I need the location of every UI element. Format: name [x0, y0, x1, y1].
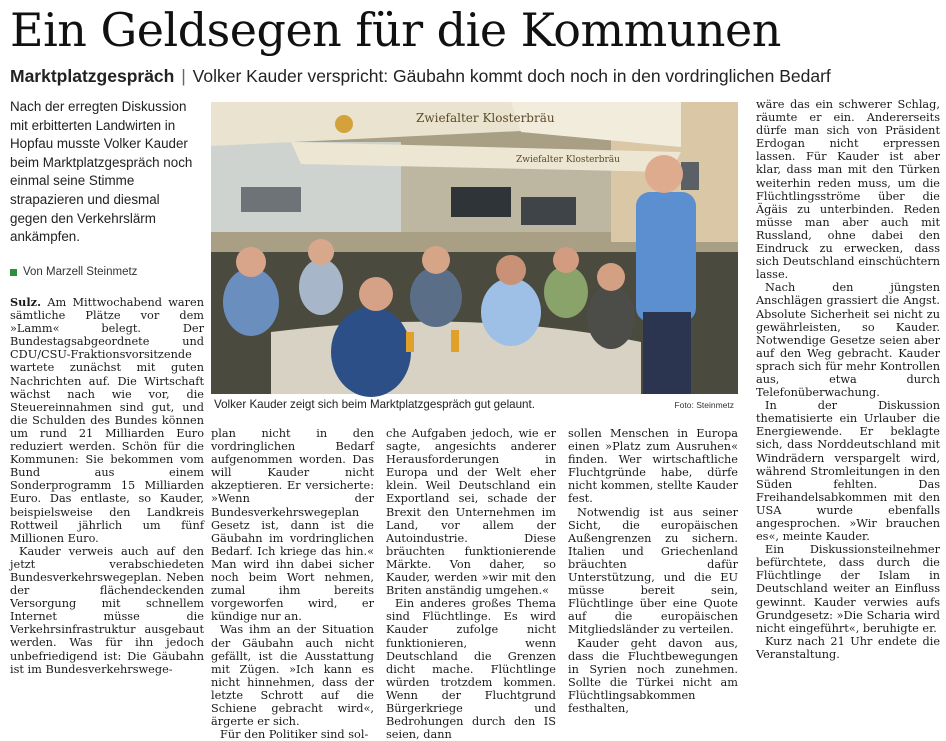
- col5-paragraph-1: wäre das ein schwerer Schlag, räumte er ein. Andererseits dürfe man sich von Präsident Erdogan nicht erpressen lassen. Für Kauder ist aber klar, dass man mit den Türken weiterhin reden muss, um die Flüchtlingsströme über die Ägäis zu unterbinden. Reden müsse man aber auch mit Russland, ohne dabei den Eindruck zu erwecken, dass sich Deutschland einschüchtern lasse.: [756, 98, 940, 282]
- subhead-kicker: Marktplatzgespräch: [10, 66, 175, 86]
- col5-paragraph-4: Ein Diskussionsteilnehmer befürchtete, dass durch die Flüchtlinge der Islam in Deutschland weiter an Einfluss gewinnt. Kauder verwies aufs Grundgesetz: »Die Scharia wird nicht eingeführt«, beruhigte er.: [756, 543, 940, 635]
- subhead-separator: |: [181, 66, 186, 86]
- headline: Ein Geldsegen für die Kommunen: [10, 3, 781, 57]
- caption-text: Volker Kauder zeigt sich beim Marktplatzgespräch gut gelaunt.: [214, 398, 535, 411]
- col4-paragraph-3: Kauder geht davon aus, dass die Fluchtbewegungen in Syrien noch zunehmen. Sollte die Türkei nicht am Flüchtlingsabkommen festhalten,: [568, 636, 738, 715]
- col1-paragraph-1-text: Am Mittwochabend waren sämtliche Plätze vor dem »Lamm« belegt. Der Bundestagsabgeordnete und CDU/CSU-Fraktionsvorsitzende wartete zunächst mit guten Nachrichten auf. Die Wirtschaft wächst nach wie vor, die Steuereinnahmen sind gut, und die Schulden des Bundes können um rund 21 Milliarden Euro reduziert werden. Schön für die Kommunen: Sie bekommen vom Bund aus einem Sonderprogramm 15 Milliarden Euro. Das entlaste, so Kauder, beispielsweise den Landkreis Rottweil jährlich um fünf Millionen Euro.: [10, 296, 205, 545]
- col2-paragraph-2: Was ihm an der Situation der Gäubahn auch nicht gefällt, ist die Ausstattung mit Zügen. »Ich kann es nicht hinnehmen, dass der letzte Schrott auf die Schiene gebracht wird«, ärgerte er sich.: [211, 623, 374, 729]
- dateline: Sulz.: [10, 295, 42, 309]
- intro-text: Nach der erregten Diskussion mit erbitterten Landwirten in Hopfau musste Volker Kauder beim Marktplatzgespräch noch einmal seine Stimme strapazieren und diesmal gegen den Verkehrslärm ankämpfen.: [10, 99, 193, 245]
- subhead-text: Volker Kauder verspricht: Gäubahn kommt doch noch in den vordringlichen Bedarf: [192, 66, 831, 86]
- col5-paragraph-3: In der Diskussion thematisierte ein Urlauber die Energiewende. Er beklagte sich, dass Norddeutschland mit Windrädern verspargelt wird, während Stromleitungen in den Süden fehlten. Das Freihandelsabkommen mit den USA wurde ebenfalls angesprochen. »Wir brauchen es«, meinte Kauder.: [756, 399, 940, 544]
- byline-text: Von Marzell Steinmetz: [23, 266, 138, 278]
- column-2: [211, 427, 374, 741]
- subheadline: [10, 64, 940, 88]
- intro-teaser: [10, 98, 200, 247]
- column-5: [756, 98, 940, 730]
- col5-paragraph-2: Nach den jüngsten Anschlägen grassiert die Angst. Absolute Sicherheit sei nicht zu gewährleisten, so Kauder. Notwendige Gesetze seien aber auf den Weg gebracht. Kauder sprach sich für mehr Kontrollen aus, etwa durch Telefonüberwachung.: [756, 281, 940, 400]
- photo-illustration: [211, 102, 738, 394]
- umbrella-text-2: Zwiefalter Klosterbräu: [516, 155, 620, 165]
- article-photo: [211, 102, 738, 394]
- brewery-logo: [335, 115, 353, 133]
- column-3: [386, 427, 556, 741]
- umbrella-text-1: Zwiefalter Klosterbräu: [416, 111, 555, 125]
- photo-caption: [214, 398, 734, 411]
- col4-paragraph-2: Notwendig ist aus seiner Sicht, die europäischen Außengrenzen zu sichern. Italien und Griechenland bräuchten dafür Unterstützung, und die EU müsse bereit sein, Flüchtlinge über eine Quote auf die europäischen Mitgliedsländer zu verteilen.: [568, 505, 738, 637]
- col1-paragraph-1: [10, 296, 204, 545]
- col3-paragraph-1: che Aufgaben jedoch, wie er sagte, angesichts anderer Herausforderungen in Europa und der Welt eher klein. Weil Deutschland ein Exportland sei, schade der Brexit den Unternehmen im Land, vor allem der Autoindustrie. Diese bräuchten funktionierende Märkte. Von daher, so Kauder, werden »wir mit den Briten anständig umgehen.«: [386, 427, 556, 598]
- col2-paragraph-1: plan nicht in den vordringlichen Bedarf aufgenommen worden. Das will Kauder nicht akzeptieren. Er versicherte: »Wenn der Bundesverkehrswegeplan Gesetz ist, dann ist die Gäubahn im vordringlichen Bedarf. Ich kriege das hin.« Man wird ihn dabei sicher noch beim Wort nehmen, zumal ihm bereits vorgeworfen wird, er kündige nur an.: [211, 427, 374, 624]
- col5-paragraph-5: Kurz nach 21 Uhr endete die Veranstaltung.: [756, 634, 940, 661]
- col2-paragraph-3: Für den Politiker sind sol-: [220, 728, 369, 741]
- col3-paragraph-2: Ein anderes großes Thema sind Flüchtlinge. Es wird Kauder zufolge nicht funktionieren, wenn Deutschland die Grenzen dicht mache. Flüchtlinge würden trotzdem kommen. Wenn der Fluchtgrund Bürgerkriege und Bedrohungen durch den IS seien, dann: [386, 597, 556, 741]
- column-1: [10, 296, 204, 730]
- column-4: [568, 427, 738, 730]
- photo-credit: Foto: Steinmetz: [674, 400, 734, 410]
- square-bullet-icon: [10, 269, 17, 276]
- byline: [10, 266, 205, 278]
- col1-paragraph-2: Kauder verweis auch auf den jetzt verabschiedeten Bundesverkehrswegeplan. Neben der flächendeckenden Versorgung mit schnellem Internet müsse die Verkehrsinfrastruktur ausgebaut werden. Was für ihn jedoch unbefriedigend ist: Die Gäubahn ist im Bundesverkehrswege-: [10, 544, 204, 676]
- col4-paragraph-1: sollen Menschen in Europa einen »Platz zum Ausruhen« finden. Wer wirtschaftliche Fluchtgründe habe, dürfe nicht kommen, stellte Kauder fest.: [568, 427, 738, 506]
